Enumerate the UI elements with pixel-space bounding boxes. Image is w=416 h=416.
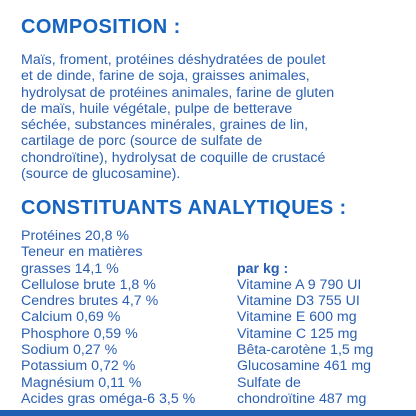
- additive-item: Vitamine D3 755 UI: [237, 293, 360, 310]
- constituent-item: Cellulose brute 1,8 %: [21, 276, 156, 293]
- additive-item: Vitamine E 600 mg: [237, 309, 357, 326]
- additive-item: Glucosamine 461 mg: [237, 358, 372, 375]
- composition-line: cartilage de porc (source de sulfate de: [21, 133, 263, 150]
- constituent-item: Potassium 0,72 %: [21, 358, 136, 375]
- constituent-item: grasses 14,1 %: [21, 260, 119, 277]
- bottom-accent-bar: [0, 410, 416, 416]
- constituent-item: Magnésium 0,11 %: [21, 374, 142, 391]
- additive-item: Bêta-carotène 1,5 mg: [237, 342, 374, 359]
- constituent-item: Phosphore 0,59 %: [21, 325, 138, 342]
- constituent-item: Protéines 20,8 %: [21, 228, 130, 244]
- analytical-constituents-heading: CONSTITUANTS ANALYTIQUES :: [21, 197, 347, 219]
- additive-item: Vitamine A 9 790 UI: [237, 276, 362, 293]
- composition-line: chondroïtine), hydrolysat de coquille de crustacé: [21, 149, 326, 166]
- constituent-item: Teneur en matières: [21, 244, 143, 261]
- additive-item: Sulfate de: [237, 374, 301, 391]
- composition-line: (source de glucosamine).: [21, 166, 181, 183]
- additive-item: chondroïtine 487 mg: [237, 390, 367, 407]
- constituent-item: Sodium 0,27 %: [21, 342, 118, 359]
- constituents-list: [21, 228, 226, 407]
- composition-line: Maïs, froment, protéines déshydratées de poulet: [21, 52, 326, 68]
- constituent-item: Cendres brutes 4,7 %: [21, 293, 159, 310]
- composition-line: hydrolysat de protéines animales, farine de gluten: [21, 84, 335, 101]
- additive-item: Vitamine C 125 mg: [237, 325, 358, 342]
- constituent-item: Acides gras oméga-6 3,5 %: [21, 390, 196, 407]
- composition-line: et de dinde, farine de soja, graisses animales,: [21, 68, 310, 85]
- composition-text: [21, 52, 413, 182]
- composition-line: de maïs, huile végétale, pulpe de betterave: [21, 100, 293, 117]
- constituent-item: Calcium 0,69 %: [21, 309, 121, 326]
- per-kg-list: [237, 261, 412, 408]
- per-kg-label: par kg :: [237, 260, 289, 277]
- composition-line: séchée, substances minérales, graines de lin,: [21, 117, 309, 134]
- composition-heading: COMPOSITION :: [21, 16, 181, 38]
